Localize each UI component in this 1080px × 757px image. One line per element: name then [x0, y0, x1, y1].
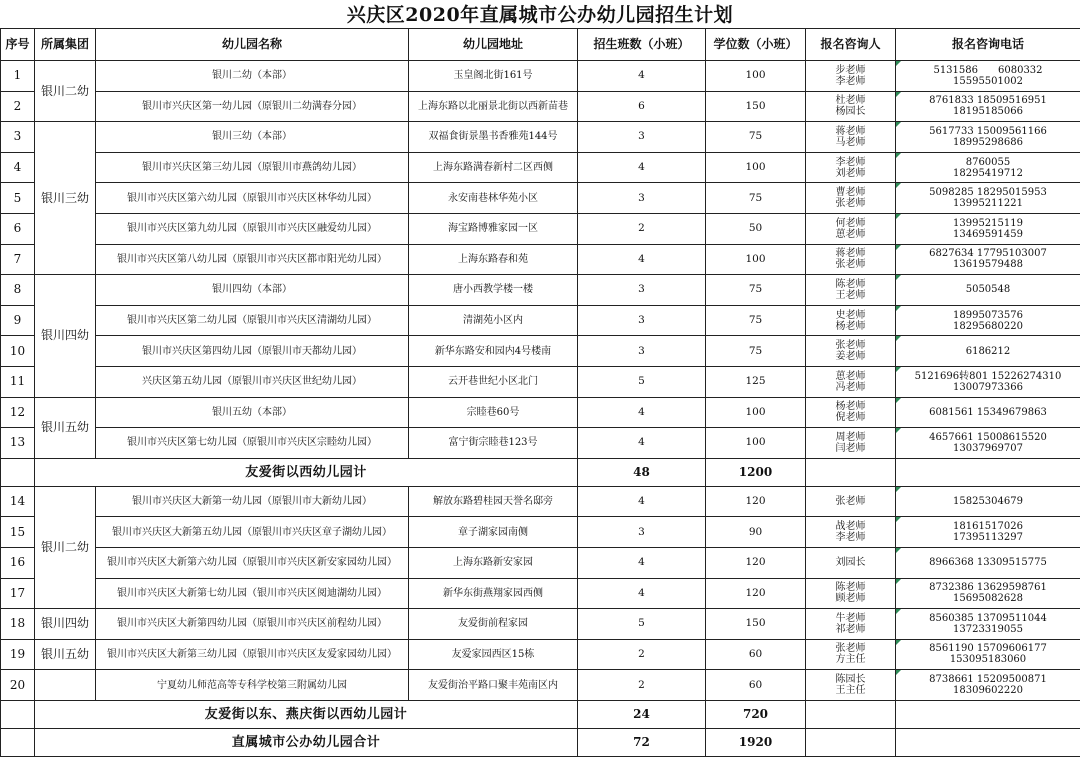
header-classes: 招生班数（小班）	[578, 29, 706, 61]
row-name: 银川市兴庆区第三幼儿园（原银川市燕鸽幼儿园）	[96, 152, 409, 183]
row-name: 银川市兴庆区第九幼儿园（原银川市兴庆区融爱幼儿园）	[96, 213, 409, 244]
row-classes: 3	[578, 336, 706, 367]
row-name: 银川市兴庆区第四幼儿园（原银川市天都幼儿园）	[96, 336, 409, 367]
row-seq: 2	[1, 91, 35, 122]
row-name: 银川市兴庆区第八幼儿园（原银川市兴庆区都市阳光幼儿园）	[96, 244, 409, 275]
row-phone: 6186212	[896, 336, 1080, 367]
row-phone: 6827634 17795103007 13619579488	[896, 244, 1080, 275]
row-seq: 6	[1, 213, 35, 244]
row-address: 友爱街治平路口聚丰苑南区内	[409, 670, 578, 701]
row-group: 银川二幼	[35, 486, 96, 608]
row-classes: 3	[578, 122, 706, 153]
row-phone: 15825304679	[896, 486, 1080, 517]
grand-total-blank2	[806, 728, 896, 756]
header-group: 所属集团	[35, 29, 96, 61]
row-classes: 5	[578, 609, 706, 640]
row-address: 唐小西教学楼一楼	[409, 275, 578, 306]
row-seq: 5	[1, 183, 35, 214]
row-seats: 100	[706, 428, 806, 459]
row-seq: 12	[1, 397, 35, 428]
subtotal-west-label: 友爱街以西幼儿园计	[35, 458, 578, 486]
row-contact: 步老师 李老师	[806, 61, 896, 92]
table-row	[1, 152, 1080, 183]
grand-total-blank	[1, 728, 35, 756]
row-address: 新华东街燕翔家园西侧	[409, 578, 578, 609]
table-row	[1, 91, 1080, 122]
row-classes: 4	[578, 578, 706, 609]
row-seats: 60	[706, 670, 806, 701]
row-seats: 100	[706, 244, 806, 275]
row-phone: 8966368 13309515775	[896, 547, 1080, 578]
table-row	[1, 336, 1080, 367]
row-address: 双福食街景墨书香雅苑144号	[409, 122, 578, 153]
row-seats: 120	[706, 486, 806, 517]
row-group: 银川二幼	[35, 61, 96, 122]
row-name: 银川市兴庆区大新第三幼儿园（原银川市兴庆区友爱家园幼儿园）	[96, 639, 409, 670]
row-name: 银川市兴庆区大新第七幼儿园（银川市兴庆区阅迪湖幼儿园）	[96, 578, 409, 609]
row-contact: 何老师 葸老师	[806, 213, 896, 244]
row-classes: 4	[578, 397, 706, 428]
row-contact: 张老师 方主任	[806, 639, 896, 670]
row-phone: 18161517026 17395113297	[896, 517, 1080, 548]
row-contact: 张老师 姜老师	[806, 336, 896, 367]
row-group: 银川三幼	[35, 122, 96, 275]
row-classes: 4	[578, 61, 706, 92]
table-row	[1, 244, 1080, 275]
table-row	[1, 275, 1080, 306]
row-group: 银川四幼	[35, 609, 96, 640]
row-seq: 14	[1, 486, 35, 517]
row-phone: 5131586 6080332 15595501002	[896, 61, 1080, 92]
row-address: 永安南巷林华苑小区	[409, 183, 578, 214]
row-name: 银川二幼（本部）	[96, 61, 409, 92]
row-classes: 4	[578, 152, 706, 183]
row-address: 新华东路安和园内4号楼南	[409, 336, 578, 367]
grand-total	[1, 728, 1080, 756]
row-classes: 3	[578, 183, 706, 214]
row-seats: 100	[706, 397, 806, 428]
row-seats: 125	[706, 366, 806, 397]
row-contact: 刘园长	[806, 547, 896, 578]
enrollment-table	[0, 28, 1080, 757]
table-row	[1, 397, 1080, 428]
row-classes: 6	[578, 91, 706, 122]
row-contact: 战老师 李老师	[806, 517, 896, 548]
row-phone: 8761833 18509516951 18195185066	[896, 91, 1080, 122]
row-phone: 13995215119 13469591459	[896, 213, 1080, 244]
row-name: 银川市兴庆区第一幼儿园（原银川二幼满春分园）	[96, 91, 409, 122]
row-phone: 8561190 15709606177 153095183060	[896, 639, 1080, 670]
row-seq: 11	[1, 366, 35, 397]
row-phone: 8560385 13709511044 13723319055	[896, 609, 1080, 640]
subtotal-east-blank2	[806, 700, 896, 728]
row-contact: 杨老师 倪老师	[806, 397, 896, 428]
row-contact: 杜老师 杨园长	[806, 91, 896, 122]
row-address: 章子湖家园南侧	[409, 517, 578, 548]
row-seq: 4	[1, 152, 35, 183]
row-address: 上海东路新安家园	[409, 547, 578, 578]
row-seq: 18	[1, 609, 35, 640]
row-address: 上海东路以北丽景北街以西新苗巷	[409, 91, 578, 122]
row-contact: 周老师 闫老师	[806, 428, 896, 459]
row-seq: 16	[1, 547, 35, 578]
subtotal-west	[1, 458, 1080, 486]
row-phone: 8760055 18295419712	[896, 152, 1080, 183]
row-seq: 8	[1, 275, 35, 306]
row-contact: 张老师	[806, 486, 896, 517]
row-address: 清湖苑小区内	[409, 305, 578, 336]
row-group	[35, 670, 96, 701]
row-seq: 19	[1, 639, 35, 670]
grand-total-label: 直属城市公办幼儿园合计	[35, 728, 578, 756]
table-row	[1, 609, 1080, 640]
table-row	[1, 366, 1080, 397]
row-phone: 5121696转801 15226274310 13007973366	[896, 366, 1080, 397]
grand-total-seats: 1920	[706, 728, 806, 756]
row-contact: 陈老师 顾老师	[806, 578, 896, 609]
row-group: 银川四幼	[35, 275, 96, 397]
row-seq: 10	[1, 336, 35, 367]
table-row	[1, 578, 1080, 609]
row-phone: 5617733 15009561166 18995298686	[896, 122, 1080, 153]
row-classes: 5	[578, 366, 706, 397]
row-seats: 120	[706, 578, 806, 609]
row-name: 宁夏幼儿师范高等专科学校第三附属幼儿园	[96, 670, 409, 701]
subtotal-west-blank3	[896, 458, 1080, 486]
row-seq: 1	[1, 61, 35, 92]
row-contact: 牛老师 祁老师	[806, 609, 896, 640]
table-row	[1, 670, 1080, 701]
table-row	[1, 183, 1080, 214]
row-name: 银川市兴庆区第七幼儿园（原银川市兴庆区宗睦幼儿园）	[96, 428, 409, 459]
row-seats: 75	[706, 275, 806, 306]
row-seq: 13	[1, 428, 35, 459]
row-name: 银川市兴庆区大新第四幼儿园（原银川市兴庆区前程幼儿园）	[96, 609, 409, 640]
table-row	[1, 639, 1080, 670]
row-name: 银川市兴庆区第六幼儿园（原银川市兴庆区林华幼儿园）	[96, 183, 409, 214]
row-name: 银川四幼（本部）	[96, 275, 409, 306]
header-seq: 序号	[1, 29, 35, 61]
row-seq: 17	[1, 578, 35, 609]
row-seats: 120	[706, 547, 806, 578]
table-row	[1, 213, 1080, 244]
table-row	[1, 517, 1080, 548]
row-classes: 2	[578, 639, 706, 670]
row-classes: 4	[578, 547, 706, 578]
page-title: 兴庆区2020年直属城市公办幼儿园招生计划	[0, 0, 1080, 28]
row-classes: 4	[578, 428, 706, 459]
row-address: 上海东路春和苑	[409, 244, 578, 275]
row-name: 银川五幼（本部）	[96, 397, 409, 428]
row-name: 银川三幼（本部）	[96, 122, 409, 153]
row-seats: 75	[706, 183, 806, 214]
row-name: 银川市兴庆区第二幼儿园（原银川市兴庆区清湖幼儿园）	[96, 305, 409, 336]
row-contact: 蒋老师 张老师	[806, 244, 896, 275]
row-address: 友爱街前程家园	[409, 609, 578, 640]
row-contact: 葸老师 冯老师	[806, 366, 896, 397]
table-row	[1, 305, 1080, 336]
row-address: 宗睦巷60号	[409, 397, 578, 428]
row-seats: 75	[706, 336, 806, 367]
header-contact: 报名咨询人	[806, 29, 896, 61]
row-seats: 150	[706, 91, 806, 122]
table-row	[1, 486, 1080, 517]
row-address: 玉皇阁北街161号	[409, 61, 578, 92]
row-phone: 5050548	[896, 275, 1080, 306]
row-classes: 3	[578, 275, 706, 306]
row-contact: 陈园长 王主任	[806, 670, 896, 701]
row-group: 银川五幼	[35, 639, 96, 670]
row-seats: 60	[706, 639, 806, 670]
row-seats: 100	[706, 61, 806, 92]
row-classes: 4	[578, 486, 706, 517]
row-address: 解放东路碧桂园天誉名邸旁	[409, 486, 578, 517]
header-phone: 报名咨询电话	[896, 29, 1080, 61]
row-name: 银川市兴庆区大新第五幼儿园（原银川市兴庆区章子湖幼儿园）	[96, 517, 409, 548]
grand-total-classes: 72	[578, 728, 706, 756]
row-seq: 7	[1, 244, 35, 275]
row-classes: 4	[578, 244, 706, 275]
subtotal-east-classes: 24	[578, 700, 706, 728]
header-row	[1, 29, 1080, 61]
row-address: 海宝路博雅家园一区	[409, 213, 578, 244]
subtotal-east-label: 友爱街以东、燕庆街以西幼儿园计	[35, 700, 578, 728]
row-phone: 8732386 13629598761 15695082628	[896, 578, 1080, 609]
subtotal-west-blank2	[806, 458, 896, 486]
grand-total-blank3	[896, 728, 1080, 756]
row-contact: 史老师 杨老师	[806, 305, 896, 336]
row-group: 银川五幼	[35, 397, 96, 458]
subtotal-east	[1, 700, 1080, 728]
header-seats: 学位数（小班）	[706, 29, 806, 61]
row-seats: 90	[706, 517, 806, 548]
subtotal-east-blank3	[896, 700, 1080, 728]
row-phone: 18995073576 18295680220	[896, 305, 1080, 336]
row-phone: 6081561 15349679863	[896, 397, 1080, 428]
row-contact: 李老师 刘老师	[806, 152, 896, 183]
row-address: 云开巷世纪小区北门	[409, 366, 578, 397]
row-contact: 曹老师 张老师	[806, 183, 896, 214]
row-phone: 8738661 15209500871 18309602220	[896, 670, 1080, 701]
row-contact: 蒋老师 马老师	[806, 122, 896, 153]
row-seq: 20	[1, 670, 35, 701]
subtotal-west-blank	[1, 458, 35, 486]
row-seats: 50	[706, 213, 806, 244]
row-address: 上海东路满春新村二区西侧	[409, 152, 578, 183]
header-address: 幼儿园地址	[409, 29, 578, 61]
row-name: 银川市兴庆区大新第六幼儿园（原银川市兴庆区新安家园幼儿园）	[96, 547, 409, 578]
header-name: 幼儿园名称	[96, 29, 409, 61]
row-seats: 100	[706, 152, 806, 183]
row-classes: 3	[578, 517, 706, 548]
row-address: 友爱家园西区15栋	[409, 639, 578, 670]
table-row	[1, 547, 1080, 578]
row-seq: 3	[1, 122, 35, 153]
row-address: 富宁街宗睦巷123号	[409, 428, 578, 459]
row-contact: 陈老师 王老师	[806, 275, 896, 306]
row-seats: 75	[706, 122, 806, 153]
subtotal-east-blank	[1, 700, 35, 728]
table-row	[1, 61, 1080, 92]
row-seats: 75	[706, 305, 806, 336]
row-phone: 4657661 15008615520 13037969707	[896, 428, 1080, 459]
row-classes: 3	[578, 305, 706, 336]
row-classes: 2	[578, 213, 706, 244]
row-seq: 15	[1, 517, 35, 548]
subtotal-west-seats: 1200	[706, 458, 806, 486]
row-seats: 150	[706, 609, 806, 640]
row-phone: 5098285 18295015953 13995211221	[896, 183, 1080, 214]
row-name: 银川市兴庆区大新第一幼儿园（原银川市大新幼儿园）	[96, 486, 409, 517]
subtotal-west-classes: 48	[578, 458, 706, 486]
table-row	[1, 428, 1080, 459]
row-classes: 2	[578, 670, 706, 701]
row-seq: 9	[1, 305, 35, 336]
table-row	[1, 122, 1080, 153]
row-name: 兴庆区第五幼儿园（原银川市兴庆区世纪幼儿园）	[96, 366, 409, 397]
subtotal-east-seats: 720	[706, 700, 806, 728]
